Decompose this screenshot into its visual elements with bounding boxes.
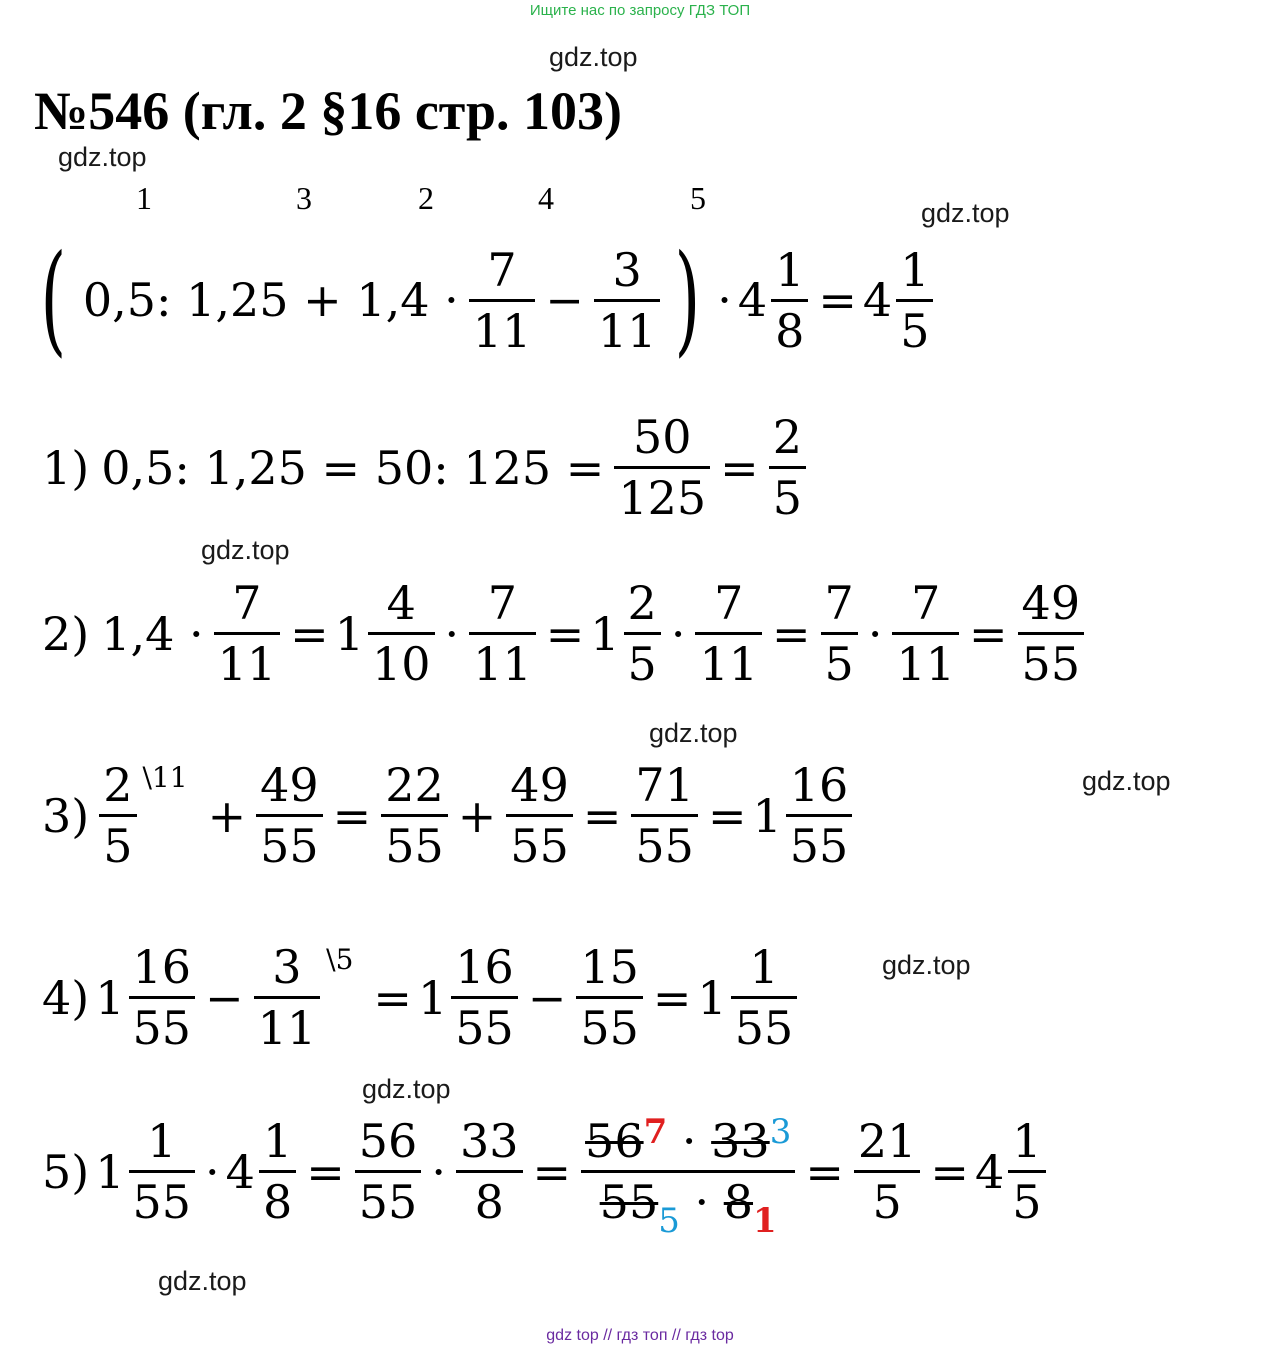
fraction: $\frac{33}{8}$ xyxy=(456,1118,523,1225)
reduced-number: 3 xyxy=(769,1112,792,1152)
equals-sign: = xyxy=(290,606,329,661)
step-2 xyxy=(36,576,1088,691)
dot-sign: · xyxy=(867,606,883,661)
order-mark: 5 xyxy=(690,180,706,216)
equals-sign: = xyxy=(332,788,372,843)
mixed-number: 4 $\frac{1}{8}$ xyxy=(226,1118,301,1225)
fraction: $\frac{7}{11}$ xyxy=(214,580,281,687)
dot-sign: · xyxy=(205,1144,220,1199)
fraction: $\frac{3}{11}$ xyxy=(594,247,661,354)
watermark: gdz.top xyxy=(921,198,1010,228)
search-banner[interactable]: Ищите нас по запросу ГДЗ ТОП xyxy=(529,2,751,19)
plus-sign: + xyxy=(207,788,247,843)
step-1 xyxy=(36,410,810,525)
equals-sign: = xyxy=(545,606,585,661)
reduced-number: 7 xyxy=(643,1112,668,1152)
watermark: gdz.top xyxy=(882,950,971,980)
mixed-number: 1 $\frac{4}{10}$ xyxy=(335,580,439,687)
dot-sign: · xyxy=(670,606,686,661)
struck-number: 55 xyxy=(599,1175,659,1229)
footer-links[interactable]: gdz top // гдз топ // гдз top xyxy=(546,1327,734,1344)
multiplier-mark: \5 xyxy=(326,942,354,976)
step-label: 5) xyxy=(42,1144,90,1199)
struck-number: 56 xyxy=(585,1114,644,1168)
mixed-number: 1 $\frac{16}{55}$ xyxy=(752,762,856,869)
fraction: $\frac{50}{125}$ xyxy=(614,414,710,521)
fraction: $\frac{22}{55}$ xyxy=(381,762,448,869)
order-mark: 1 xyxy=(136,180,152,216)
equals-sign: = xyxy=(652,970,692,1025)
order-mark: 3 xyxy=(296,180,312,216)
fraction: $\frac{7}{11}$ xyxy=(892,580,959,687)
mixed-number: 4 $\frac{1}{8}$ xyxy=(738,247,813,354)
step-3 xyxy=(36,758,856,873)
watermark: gdz.top xyxy=(201,535,290,565)
expr-text: 0,5: 1,25 + 1,4 · xyxy=(82,273,459,327)
mixed-number: 4 $\frac{1}{5}$ xyxy=(863,247,938,354)
equals-sign: = xyxy=(582,788,622,843)
order-mark: 4 xyxy=(538,180,554,216)
fraction: $\frac{7}{11}$ xyxy=(695,580,762,687)
struck-number: 8 xyxy=(723,1175,754,1229)
minus-sign: − xyxy=(205,970,244,1025)
watermark: gdz.top xyxy=(58,142,147,172)
mixed-number: 1 $\frac{16}{55}$ xyxy=(418,944,522,1051)
left-paren: ( xyxy=(40,230,67,369)
dot-sign: · xyxy=(717,273,732,327)
fraction: $\frac{49}{55}$ xyxy=(1018,580,1085,687)
step-label: 4) xyxy=(42,970,90,1025)
step-label: 2) xyxy=(42,606,90,661)
equals-sign: = xyxy=(532,1144,572,1199)
problem-title: №546 (гл. 2 §16 стр. 103) xyxy=(34,81,622,141)
step-4 xyxy=(36,940,801,1055)
fraction: $\frac{2}{5}$ xyxy=(769,414,806,521)
fraction: $\frac{7}{5}$ xyxy=(821,580,858,687)
fraction: $\frac{71}{55}$ xyxy=(631,762,698,869)
fraction: $\frac{49}{55}$ xyxy=(506,762,573,869)
reduced-number: 1 xyxy=(753,1201,777,1241)
equals-sign: = xyxy=(707,788,747,843)
equals-sign: = xyxy=(969,606,1008,661)
mixed-number: 1 $\frac{1}{55}$ xyxy=(697,944,801,1051)
mixed-number: 1 $\frac{16}{55}$ xyxy=(95,944,199,1051)
step-label: 1) xyxy=(42,440,90,495)
order-mark: 2 xyxy=(418,180,434,216)
fraction: $\frac{3}{11}$ xyxy=(254,944,321,1051)
equals-sign: = xyxy=(930,1144,969,1199)
watermark: gdz.top xyxy=(549,42,638,72)
watermark: gdz.top xyxy=(649,718,738,748)
equals-sign: = xyxy=(373,970,412,1025)
fraction: $\frac{21}{5}$ xyxy=(854,1118,921,1225)
step-text: 1,4 · xyxy=(101,606,204,661)
equals-sign: = xyxy=(805,1144,844,1199)
step-label: 3) xyxy=(42,788,90,843)
minus-sign: − xyxy=(545,273,584,327)
mixed-number: 4 $\frac{1}{5}$ xyxy=(975,1118,1050,1225)
fraction: $\frac{56}{55}$ xyxy=(355,1118,422,1225)
fraction: $\frac{7}{11}$ xyxy=(469,247,536,354)
mixed-number: 1 $\frac{1}{55}$ xyxy=(95,1118,199,1225)
mixed-number: 1 $\frac{2}{5}$ xyxy=(590,580,665,687)
step-5 xyxy=(36,1112,1050,1241)
equals-sign: = xyxy=(772,606,811,661)
plus-sign: + xyxy=(457,788,497,843)
right-paren: ) xyxy=(674,230,701,369)
equals-sign: = xyxy=(306,1144,345,1199)
fraction: $\frac{2}{5}$ xyxy=(99,762,136,869)
fraction: $\frac{49}{55}$ xyxy=(256,762,323,869)
watermark: gdz.top xyxy=(1082,766,1171,796)
minus-sign: − xyxy=(527,970,567,1025)
watermark: gdz.top xyxy=(158,1266,247,1296)
dot-sign: · xyxy=(444,606,460,661)
watermark: gdz.top xyxy=(362,1074,451,1104)
equals-sign: = xyxy=(818,273,857,327)
fraction: $\frac{15}{55}$ xyxy=(576,944,643,1051)
reduced-number: 5 xyxy=(658,1201,680,1241)
dot-sign: · xyxy=(431,1144,446,1199)
cancel-fraction: $\frac{56^7 \cdot 33^3}{55_5 \cdot 8_1}$ xyxy=(581,1118,795,1225)
equals-sign: = xyxy=(720,440,759,495)
struck-number: 33 xyxy=(711,1114,770,1168)
fraction: $\frac{7}{11}$ xyxy=(469,580,536,687)
main-expression xyxy=(30,230,937,369)
step-text: 0,5: 1,25 = 50: 125 = xyxy=(101,440,605,495)
multiplier-mark: \11 xyxy=(142,760,188,794)
